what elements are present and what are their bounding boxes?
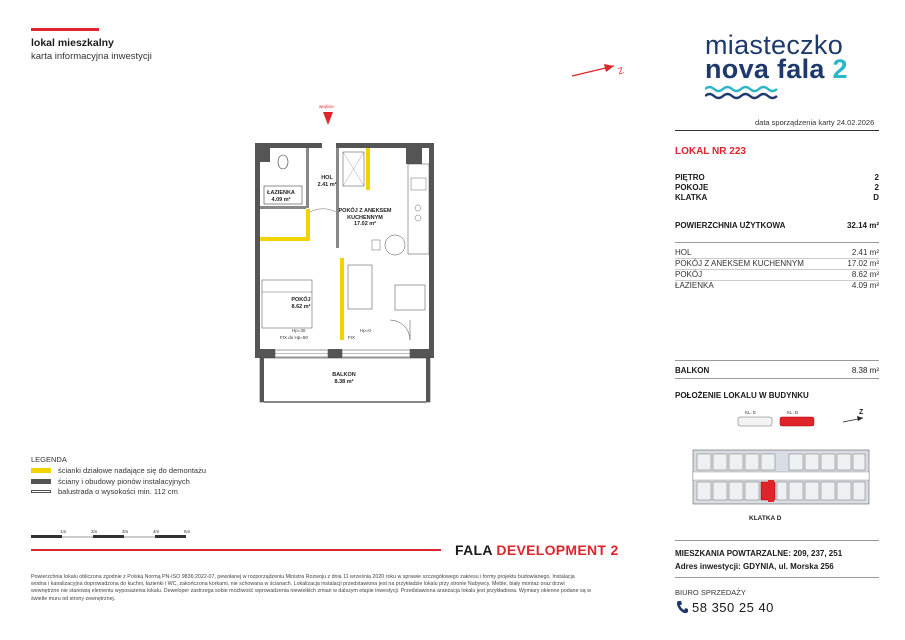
scale-label: 3m [122,529,129,534]
kl-d-label: KL. D [787,410,799,415]
detail-label: POKOJE [675,183,709,192]
footer-disclaimer: Powierzchnia lokalu obliczona zgodnie z Polską Normą PN-ISO 9836:2022-07, pewołanej w rozporządzeniu Ministra Rozwoju z dnia 11 września 2020 roku w sprawie szczegółowego zakresu i formy projektu budowlanego. Instalacja wodna i kanalizacyjna doprowadzona do kuchni, łazienki i WC, zakończona korkami, nie schowana w ścianach. Lokalizacja instalacji przedstawiona jest na przykładzie lokalu przy stronie Nabywcy. Meble, biały montaż oraz drzwi wewnętrzne nie stanowią elementu wyposażenia lokalu. Deweloper zastrzega sobie możliwość wprowadzenia niewielkich zmian w dalszym etapie inwestycji. Przedstawiona aranżacja lokalu jest przykładowa. Wymiary okienne podane są w świetle muru od strony zewnętrznej. [31,574,591,602]
entrance-label: wejście [319,104,334,109]
scale-label: 1m [60,529,67,534]
logo-number: 2 [832,54,848,84]
header-accent-line [31,28,99,31]
room-label-hol [312,175,342,188]
logo-text-line1: miasteczko [705,30,844,60]
scale-label: 4m [153,529,160,534]
balcony-name: BALKON [332,372,356,378]
hol-area: 2.41 m² [317,181,337,188]
kitchen-name-2: KUCHENNYM [347,214,383,221]
location-title [675,391,879,400]
scale-label: 2m [91,529,98,534]
detail-value: 2 [874,173,879,182]
location-title-text: POŁOŻENIE LOKALU W BUDYNKU [675,391,809,400]
floor-plan [240,100,450,410]
divider [675,130,879,131]
area-value: 32.14 m² [846,221,879,230]
legend-swatch-yellow [31,468,51,473]
detail-value: D [873,193,879,202]
legend-swatch-railing [31,490,51,493]
kl-e-box [738,417,772,426]
kl-d-box [780,417,814,426]
room-value: 4.09 m² [851,281,879,290]
header-subtitle: karta informacyjna inwestycji [31,51,152,62]
balcony-value: 8.38 m² [851,366,879,375]
room-row [675,281,879,290]
detail-label: KLATKA [675,193,708,202]
developer-brand [455,542,619,558]
room-label: POKÓJ [675,270,703,279]
kl-e-label: KL. E [745,410,757,415]
room-label: HOL [675,248,692,257]
scale-bar [31,527,201,541]
room-label-balcony [326,372,362,385]
room-label-bathroom [263,190,299,203]
bathroom-area: 4.09 m² [271,196,291,203]
brand-fala: FALA [455,542,497,558]
legend-item: ścianki działowe nadające się do demontażu [58,466,207,475]
divider [675,242,879,243]
building-location-plan [683,404,879,532]
room-label-bedroom [284,297,318,310]
room-label-kitchen [335,208,395,228]
legend-title: LEGENDA [31,455,67,464]
dimension-fix: FIX [348,335,356,340]
legend-swatch-grey [31,479,51,484]
area-label: POWIERZCHNIA UŻYTKOWA [675,221,786,230]
room-label: ŁAZIENKA [675,281,714,290]
bathroom-name: ŁAZIENKA [267,190,295,196]
unit-number: LOKAL NR 223 [675,146,746,157]
divider [675,378,879,379]
detail-row-floor [675,173,879,182]
divider [675,360,879,361]
legend-item: balustrada o wysokości min. 112 cm [58,487,178,496]
hol-name: HOL [321,175,333,181]
bedroom-name: POKÓJ [291,297,311,303]
kitchen-name-1: POKÓJ Z ANEKSEM [338,208,392,214]
address-text: Adres inwestycji: GDYNIA, ul. Morska 256 [675,562,834,571]
detail-row-rooms [675,183,879,192]
dimension-hp0: Hp=0 [360,328,371,333]
divider [675,540,879,541]
brand-development: DEVELOPMENT 2 [496,542,619,558]
scale-label: 5m [184,529,191,534]
legend-item: ściany i obudowy pionów instalacyjnych [58,477,190,486]
balcony-label: BALKON [675,366,710,375]
room-row [675,248,879,257]
detail-value: 2 [874,183,879,192]
phone-icon [676,600,688,614]
logo-waves-icon [705,84,779,102]
repeated-text: MIESZKANIA POWTARZALNE: 209, 237, 251 [675,549,843,558]
date-label: data sporządzenia karty 24.02.2026 [755,118,875,127]
room-value: 8.62 m² [851,270,879,279]
balcony-area: 8.38 m² [334,378,354,385]
svg-text:Z: Z [859,409,864,416]
footer-accent-line [31,549,441,551]
header-title: lokal mieszkalny [31,37,114,49]
area-row [675,221,879,230]
balcony-row [675,366,879,375]
address [675,562,879,571]
dimension-hp30: Hp=30 [292,328,306,333]
divider [675,577,879,578]
phone-number[interactable]: 58 350 25 40 [692,600,774,615]
detail-row-staircase [675,193,879,202]
bedroom-area: 8.62 m² [291,303,311,310]
room-value: 17.02 m² [847,259,879,268]
dimension-fix-hp50: FIX do Hp=50 [280,335,308,340]
logo-main: nova fala [705,54,833,84]
room-label: POKÓJ Z ANEKSEM KUCHENNYM [675,259,804,268]
svg-text:Z: Z [616,65,625,77]
north-arrow-icon [570,58,632,80]
detail-label: PIĘTRO [675,173,705,182]
entrance-arrow-icon [323,112,333,125]
logo-text-line2 [705,54,848,85]
room-row [675,270,879,279]
room-value: 2.41 m² [851,248,879,257]
sales-office-label: BIURO SPRZEDAŻY [675,588,746,597]
repeated-units [675,549,879,558]
room-row [675,259,879,268]
klatka-label: KLATKA D [749,515,782,522]
kitchen-area: 17.02 m² [353,221,376,227]
